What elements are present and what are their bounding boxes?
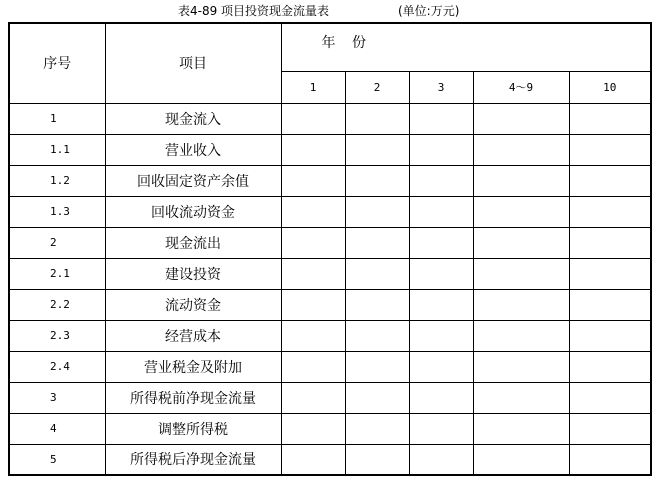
value-cell [569,444,651,475]
value-cell [473,196,569,227]
row-seq: 2.3 [9,320,105,351]
value-cell [473,165,569,196]
header-seq: 序号 [9,23,105,103]
value-cell [569,289,651,320]
cash-flow-table [8,22,652,476]
row-item: 回收固定资产余值 [105,165,281,196]
value-cell [473,134,569,165]
header-year-2: 2 [345,71,409,103]
row-seq: 1.2 [9,165,105,196]
row-item: 经营成本 [105,320,281,351]
value-cell [345,103,409,134]
value-cell [473,320,569,351]
row-seq: 2.1 [9,258,105,289]
table-row [9,227,651,258]
table-row [9,103,651,134]
table-row [9,258,651,289]
row-item: 建设投资 [105,258,281,289]
header-years-group: 年 份 [281,23,651,71]
value-cell [569,382,651,413]
value-cell [281,196,345,227]
value-cell [569,103,651,134]
header-year-1: 1 [281,71,345,103]
value-cell [473,227,569,258]
row-seq: 3 [9,382,105,413]
value-cell [409,413,473,444]
table-row [9,289,651,320]
value-cell [409,196,473,227]
value-cell [473,289,569,320]
value-cell [345,227,409,258]
value-cell [281,258,345,289]
row-item: 所得税后净现金流量 [105,444,281,475]
value-cell [569,165,651,196]
value-cell [281,351,345,382]
row-seq: 4 [9,413,105,444]
value-cell [281,134,345,165]
value-cell [281,103,345,134]
table-row [9,444,651,475]
value-cell [409,165,473,196]
value-cell [409,289,473,320]
row-item: 营业收入 [105,134,281,165]
row-item: 所得税前净现金流量 [105,382,281,413]
row-item: 调整所得税 [105,413,281,444]
value-cell [409,258,473,289]
value-cell [409,351,473,382]
row-item: 流动资金 [105,289,281,320]
value-cell [345,351,409,382]
value-cell [409,103,473,134]
row-seq: 1.1 [9,134,105,165]
value-cell [569,134,651,165]
value-cell [281,165,345,196]
row-seq: 1.3 [9,196,105,227]
table-row [9,351,651,382]
row-item: 现金流出 [105,227,281,258]
value-cell [473,444,569,475]
value-cell [281,413,345,444]
value-cell [281,227,345,258]
table-unit: (单位:万元) [398,4,460,18]
value-cell [345,289,409,320]
value-cell [409,320,473,351]
header-row [9,23,651,71]
value-cell [409,134,473,165]
value-cell [473,258,569,289]
table-row [9,413,651,444]
value-cell [345,382,409,413]
table-title: 表4-89 项目投资现金流量表 [178,4,330,18]
value-cell [409,382,473,413]
header-item: 项目 [105,23,281,103]
value-cell [345,444,409,475]
row-seq: 2.4 [9,351,105,382]
value-cell [345,413,409,444]
value-cell [281,444,345,475]
header-year-4-9: 4～9 [473,71,569,103]
value-cell [345,134,409,165]
value-cell [569,320,651,351]
header-year-10: 10 [569,71,651,103]
row-seq: 1 [9,103,105,134]
value-cell [569,413,651,444]
value-cell [473,382,569,413]
table-row [9,196,651,227]
value-cell [409,227,473,258]
row-item: 营业税金及附加 [105,351,281,382]
row-item: 回收流动资金 [105,196,281,227]
table-caption [0,2,663,20]
table-row [9,320,651,351]
value-cell [473,103,569,134]
value-cell [345,258,409,289]
row-seq: 2 [9,227,105,258]
table-row [9,165,651,196]
row-seq: 2.2 [9,289,105,320]
header-year-3: 3 [409,71,473,103]
value-cell [473,351,569,382]
value-cell [473,413,569,444]
value-cell [569,196,651,227]
value-cell [345,165,409,196]
value-cell [281,382,345,413]
value-cell [569,258,651,289]
value-cell [345,196,409,227]
table-row [9,382,651,413]
value-cell [345,320,409,351]
value-cell [569,227,651,258]
value-cell [281,289,345,320]
value-cell [409,444,473,475]
row-item: 现金流入 [105,103,281,134]
value-cell [569,351,651,382]
value-cell [281,320,345,351]
table-row [9,134,651,165]
row-seq: 5 [9,444,105,475]
